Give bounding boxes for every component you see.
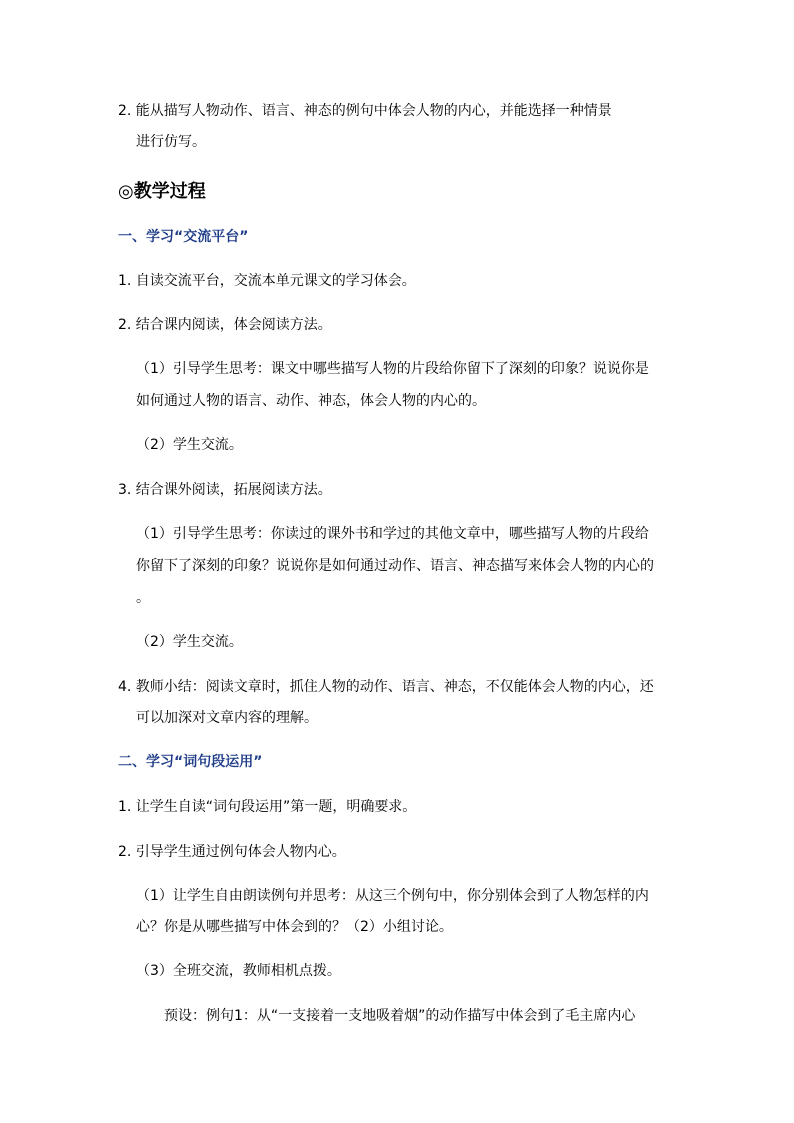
objective-2-line-2: 进行仿写。	[136, 134, 206, 150]
section-1-item-1: 1. 自读交流平台，交流本单元课文的学习体会。	[118, 273, 416, 289]
section-1-item-3: 3. 结合课外阅读，拓展阅读方法。	[118, 482, 332, 498]
section-2-item-1: 1. 让学生自读“词句段运用”第一题，明确要求。	[118, 799, 417, 815]
section-1-item-3-sub-1-line-3: 。	[136, 590, 150, 606]
section-1-item-4-line-2: 可以加深对文章内容的理解。	[136, 710, 318, 726]
section-2-item-2-sub-1-line-1: （1）让学生自由朗读例句并思考：从这三个例句中，你分别体会到了人物怎样的内	[136, 888, 649, 904]
section-2-heading: 二、学习“词句段运用”	[118, 754, 263, 770]
process-heading: ◎教学过程	[118, 181, 206, 202]
section-1-item-2-sub-2: （2）学生交流。	[136, 437, 243, 453]
section-1-item-2: 2. 结合课内阅读，体会阅读方法。	[118, 317, 332, 333]
section-1-item-2-sub-1-line-2: 如何通过人物的语言、动作、神态，体会人物的内心的。	[136, 393, 486, 409]
section-1-heading: 一、学习“交流平台”	[118, 229, 249, 245]
section-1-item-3-sub-1-line-1: （1）引导学生思考：你读过的课外书和学过的其他文章中，哪些描写人物的片段给	[136, 526, 649, 542]
section-1-item-4-line-1: 4. 教师小结：阅读文章时，抓住人物的动作、语言、神态，不仅能体会人物的内心，还	[118, 679, 654, 695]
objective-2-line-1: 2. 能从描写人物动作、语言、神态的例句中体会人物的内心，并能选择一种情景	[118, 103, 612, 119]
section-1-item-3-sub-1-line-2: 你留下了深刻的印象？说说你是如何通过动作、语言、神态描写来体会人物的内心的	[136, 558, 654, 574]
section-2-item-2-sub-3: （3）全班交流，教师相机点拨。	[136, 963, 341, 979]
section-2-item-2-sub-1-line-2: 心？你是从哪些描写中体会到的？（2）小组讨论。	[136, 919, 453, 935]
section-2-preset-line-1: 预设：例句1：从“一支接着一支地吸着烟”的动作描写中体会到了毛主席内心	[164, 1008, 636, 1024]
section-1-item-2-sub-1-line-1: （1）引导学生思考：课文中哪些描写人物的片段给你留下了深刻的印象？说说你是	[136, 361, 649, 377]
section-1-item-3-sub-2: （2）学生交流。	[136, 634, 243, 650]
section-2-item-2: 2. 引导学生通过例句体会人物内心。	[118, 844, 346, 860]
